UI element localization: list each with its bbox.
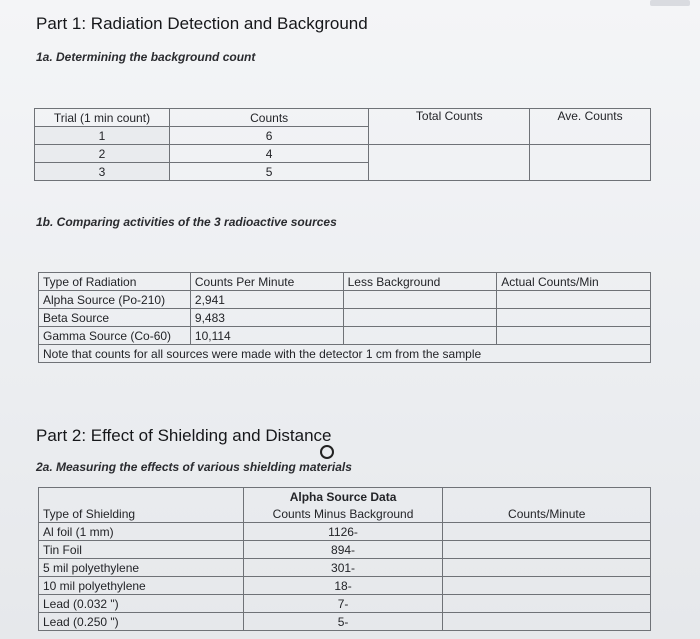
- table-cell: [443, 559, 651, 577]
- table-cell: [343, 309, 497, 327]
- table-cell: Lead (0.250 "): [39, 613, 244, 631]
- table-cell: 7-: [243, 595, 443, 613]
- table-cell: [343, 327, 497, 345]
- source-activity-table: [38, 272, 651, 363]
- table-cell: 10,114: [190, 327, 343, 345]
- table-cell: Lead (0.032 "): [39, 595, 244, 613]
- part2-title: Part 2: Effect of Shielding and Distance: [36, 426, 332, 445]
- table-row: [39, 559, 651, 577]
- table-row: [39, 291, 651, 309]
- table-cell: [443, 523, 651, 541]
- table-cell: 301-: [243, 559, 443, 577]
- table-header-row: [39, 273, 651, 291]
- table-header: Counts/Minute: [443, 505, 651, 523]
- section-1a-heading: 1a. Determining the background count: [36, 50, 256, 64]
- table-cell: 5-: [243, 613, 443, 631]
- table-cell: 5 mil polyethylene: [39, 559, 244, 577]
- table-header: Counts Minus Background: [243, 505, 443, 523]
- table-header: Total Counts: [369, 109, 530, 145]
- part1-title: Part 1: Radiation Detection and Background: [36, 14, 368, 33]
- top-edge-mark: [650, 0, 690, 6]
- table-cell: Alpha Source (Po-210): [39, 291, 191, 309]
- table-header: Actual Counts/Min: [497, 273, 651, 291]
- table-cell: 1126-: [243, 523, 443, 541]
- circle-marker-icon: [320, 445, 334, 459]
- table-cell: [530, 145, 651, 181]
- background-count-table: [34, 108, 651, 181]
- table-row: [39, 523, 651, 541]
- table-cell: 9,483: [190, 309, 343, 327]
- table-header: Counts: [169, 109, 369, 127]
- table-header: Type of Radiation: [39, 273, 191, 291]
- table-cell: 2: [35, 145, 170, 163]
- table-cell: 3: [35, 163, 170, 181]
- table-cell: Beta Source: [39, 309, 191, 327]
- table-header: Type of Shielding: [39, 505, 244, 523]
- table-header-row: [35, 109, 651, 127]
- section-1b-heading: 1b. Comparing activities of the 3 radioactive sources: [36, 215, 337, 229]
- table-cell: 18-: [243, 577, 443, 595]
- table-cell: [369, 145, 530, 181]
- table-cell: [497, 309, 651, 327]
- table-header: Counts Per Minute: [190, 273, 343, 291]
- table-group-header-row: [39, 488, 651, 506]
- table-cell: [443, 541, 651, 559]
- table-row: [39, 309, 651, 327]
- table-cell: Tin Foil: [39, 541, 244, 559]
- table-cell: 894-: [243, 541, 443, 559]
- table-cell: [443, 577, 651, 595]
- table-cell: Al foil (1 mm): [39, 523, 244, 541]
- shielding-table: [38, 487, 651, 631]
- table-cell: Gamma Source (Co-60): [39, 327, 191, 345]
- table-cell: [497, 291, 651, 309]
- table-cell: [497, 327, 651, 345]
- table-row: [39, 595, 651, 613]
- table-cell: [443, 595, 651, 613]
- table-row: [35, 145, 651, 163]
- table-note: Note that counts for all sources were made with the detector 1 cm from the sample: [39, 345, 651, 363]
- table-header-row: [39, 505, 651, 523]
- section-2a-heading: 2a. Measuring the effects of various shielding materials: [36, 460, 352, 474]
- table-header: Less Background: [343, 273, 497, 291]
- table-group-header: Alpha Source Data: [243, 488, 443, 506]
- table-cell: 2,941: [190, 291, 343, 309]
- table-cell: 10 mil polyethylene: [39, 577, 244, 595]
- table-header: Trial (1 min count): [35, 109, 170, 127]
- table-row: [39, 327, 651, 345]
- table-row: [39, 577, 651, 595]
- table-row: [39, 541, 651, 559]
- table-cell: 5: [169, 163, 369, 181]
- table-cell: [343, 291, 497, 309]
- table-cell: 4: [169, 145, 369, 163]
- table-note-row: [39, 345, 651, 363]
- table-cell: 1: [35, 127, 170, 145]
- table-cell: 6: [169, 127, 369, 145]
- table-cell: [443, 613, 651, 631]
- table-header: Ave. Counts: [530, 109, 651, 145]
- table-row: [39, 613, 651, 631]
